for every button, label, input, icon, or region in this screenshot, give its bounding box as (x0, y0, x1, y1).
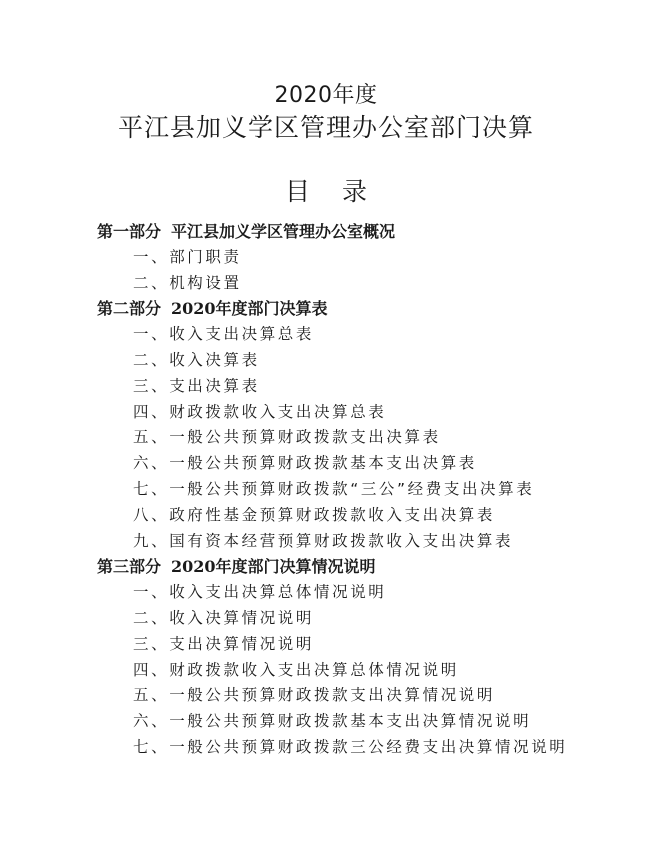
toc-item: 五、一般公共预算财政拨款支出决算情况说明 (133, 686, 496, 705)
toc-item: 九、国有资本经营预算财政拨款收入支出决算表 (133, 531, 514, 550)
toc-part-label: 第三部分 (97, 557, 162, 577)
toc-part-1 (0, 219, 652, 245)
toc-item: 七、一般公共预算财政拨款三公经费支出决算情况说明 (133, 737, 568, 756)
toc-item: 四、财政拨款收入支出决算总体情况说明 (133, 660, 459, 679)
table-of-contents (0, 219, 652, 761)
toc-part-2 (0, 296, 652, 322)
toc-part-3 (0, 554, 652, 580)
toc-item: 三、支出决算情况说明 (133, 634, 315, 653)
toc-item: 二、收入决算情况说明 (133, 608, 315, 627)
toc-item: 四、财政拨款收入支出决算总表 (133, 402, 387, 421)
toc-part-title: 平江县加义学区管理办公室概况 (171, 222, 396, 241)
toc-heading: 目 录 (285, 177, 379, 206)
toc-part-title: 2020年度部门决算情况说明 (171, 557, 376, 577)
toc-item: 八、政府性基金预算财政拨款收入支出决算表 (133, 505, 496, 524)
toc-item: 一、部门职责 (133, 247, 242, 266)
toc-part-label: 第一部分 (97, 222, 162, 241)
document-year-title: 2020年度 (274, 83, 378, 108)
toc-item: 三、支出决算表 (133, 376, 260, 395)
toc-item: 一、收入支出决算总表 (133, 325, 315, 344)
toc-item: 五、一般公共预算财政拨款支出决算表 (133, 428, 441, 447)
toc-part-label: 第二部分 (97, 299, 162, 319)
toc-item: 二、收入决算表 (133, 350, 260, 369)
document-main-title: 平江县加义学区管理办公室部门决算 (117, 113, 534, 142)
toc-item: 二、机构设置 (133, 273, 242, 292)
toc-part-title: 2020年度部门决算表 (171, 299, 328, 319)
toc-item: 六、一般公共预算财政拨款基本支出决算表 (133, 454, 477, 473)
toc-item: 六、一般公共预算财政拨款基本支出决算情况说明 (133, 712, 532, 731)
toc-item: 七、一般公共预算财政拨款“三公”经费支出决算表 (133, 479, 535, 498)
toc-item: 一、收入支出决算总体情况说明 (133, 583, 387, 602)
